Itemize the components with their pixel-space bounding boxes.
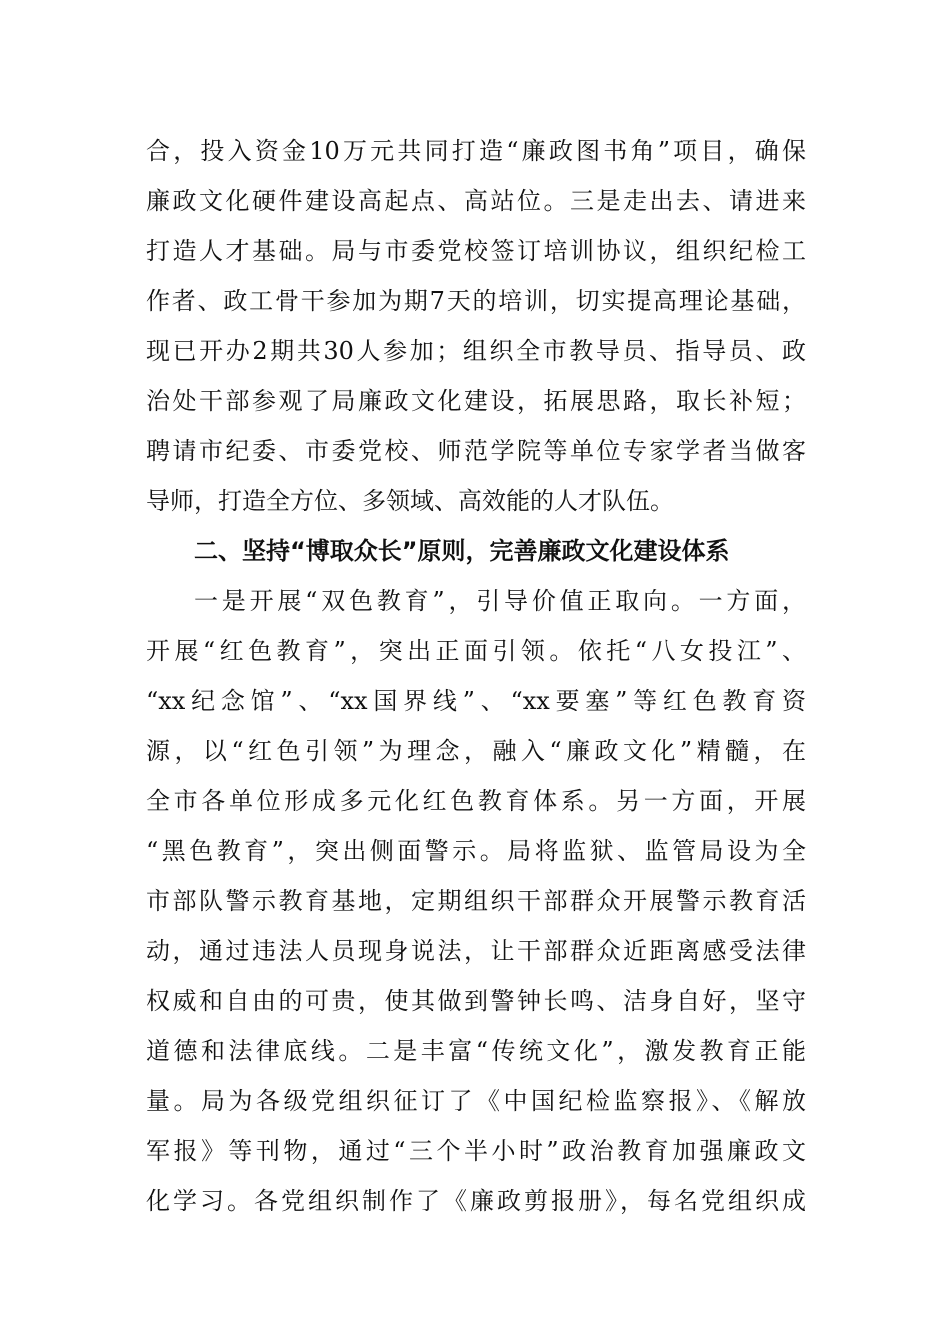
paragraph-2-line: 市部队警示教育基地，定期组织干部群众开展警示教育活 [146,887,806,915]
paragraph-2-line: 一是开展“双色教育”，引导价值正取向。一方面， [194,587,806,615]
paragraph-1-line: 作者、政工骨干参加为期7天的培训，切实提高理论基础， [146,287,806,315]
paragraph-2-line: 权威和自由的可贵，使其做到警钟长鸣、洁身自好，坚守 [146,987,806,1015]
paragraph-2-line: 源，以“红色引领”为理念，融入“廉政文化”精髓，在 [146,737,806,765]
paragraph-2-line: 化学习。各党组织制作了《廉政剪报册》，每名党组织成 [146,1187,806,1215]
paragraph-2-line: 道德和法律底线。二是丰富“传统文化”，激发教育正能 [146,1037,806,1065]
paragraph-1-line: 打造人才基础。局与市委党校签订培训协议，组织纪检工 [146,237,806,265]
paragraph-2 [146,576,806,1226]
paragraph-1-line: 聘请市纪委、市委党校、师范学院等单位专家学者当做客 [146,437,806,465]
paragraph-1-line: 导师，打造全方位、多领域、高效能的人才队伍。 [146,487,674,515]
paragraph-1-line: 合，投入资金10万元共同打造“廉政图书角”项目，确保 [146,137,806,165]
paragraph-2-line: 量。局为各级党组织征订了《中国纪检监察报》、《解放 [146,1087,806,1115]
section-heading: 二、坚持“博取众长”原则，完善廉政文化建设体系 [194,537,730,565]
paragraph-2-line: 开展“红色教育”，突出正面引领。依托“八女投江”、 [146,637,806,665]
paragraph-1-line: 治处干部参观了局廉政文化建设，拓展思路，取长补短； [146,387,806,415]
paragraph-2-line: “xx纪念馆”、“xx国界线”、“xx要塞”等红色教育资 [146,687,806,715]
paragraph-2-line: 军报》等刊物，通过“三个半小时”政治教育加强廉政文 [146,1137,806,1165]
paragraph-1-line: 廉政文化硬件建设高起点、高站位。三是走出去、请进来 [146,187,806,215]
document-body [146,126,806,1226]
paragraph-2-line: 全市各单位形成多元化红色教育体系。另一方面，开展 [146,787,806,815]
paragraph-1 [146,126,806,526]
paragraph-2-line: “黑色教育”，突出侧面警示。局将监狱、监管局设为全 [146,837,806,865]
paragraph-2-line: 动，通过违法人员现身说法，让干部群众近距离感受法律 [146,937,806,965]
paragraph-1-line: 现已开办2期共30人参加；组织全市教导员、指导员、政 [146,337,806,365]
